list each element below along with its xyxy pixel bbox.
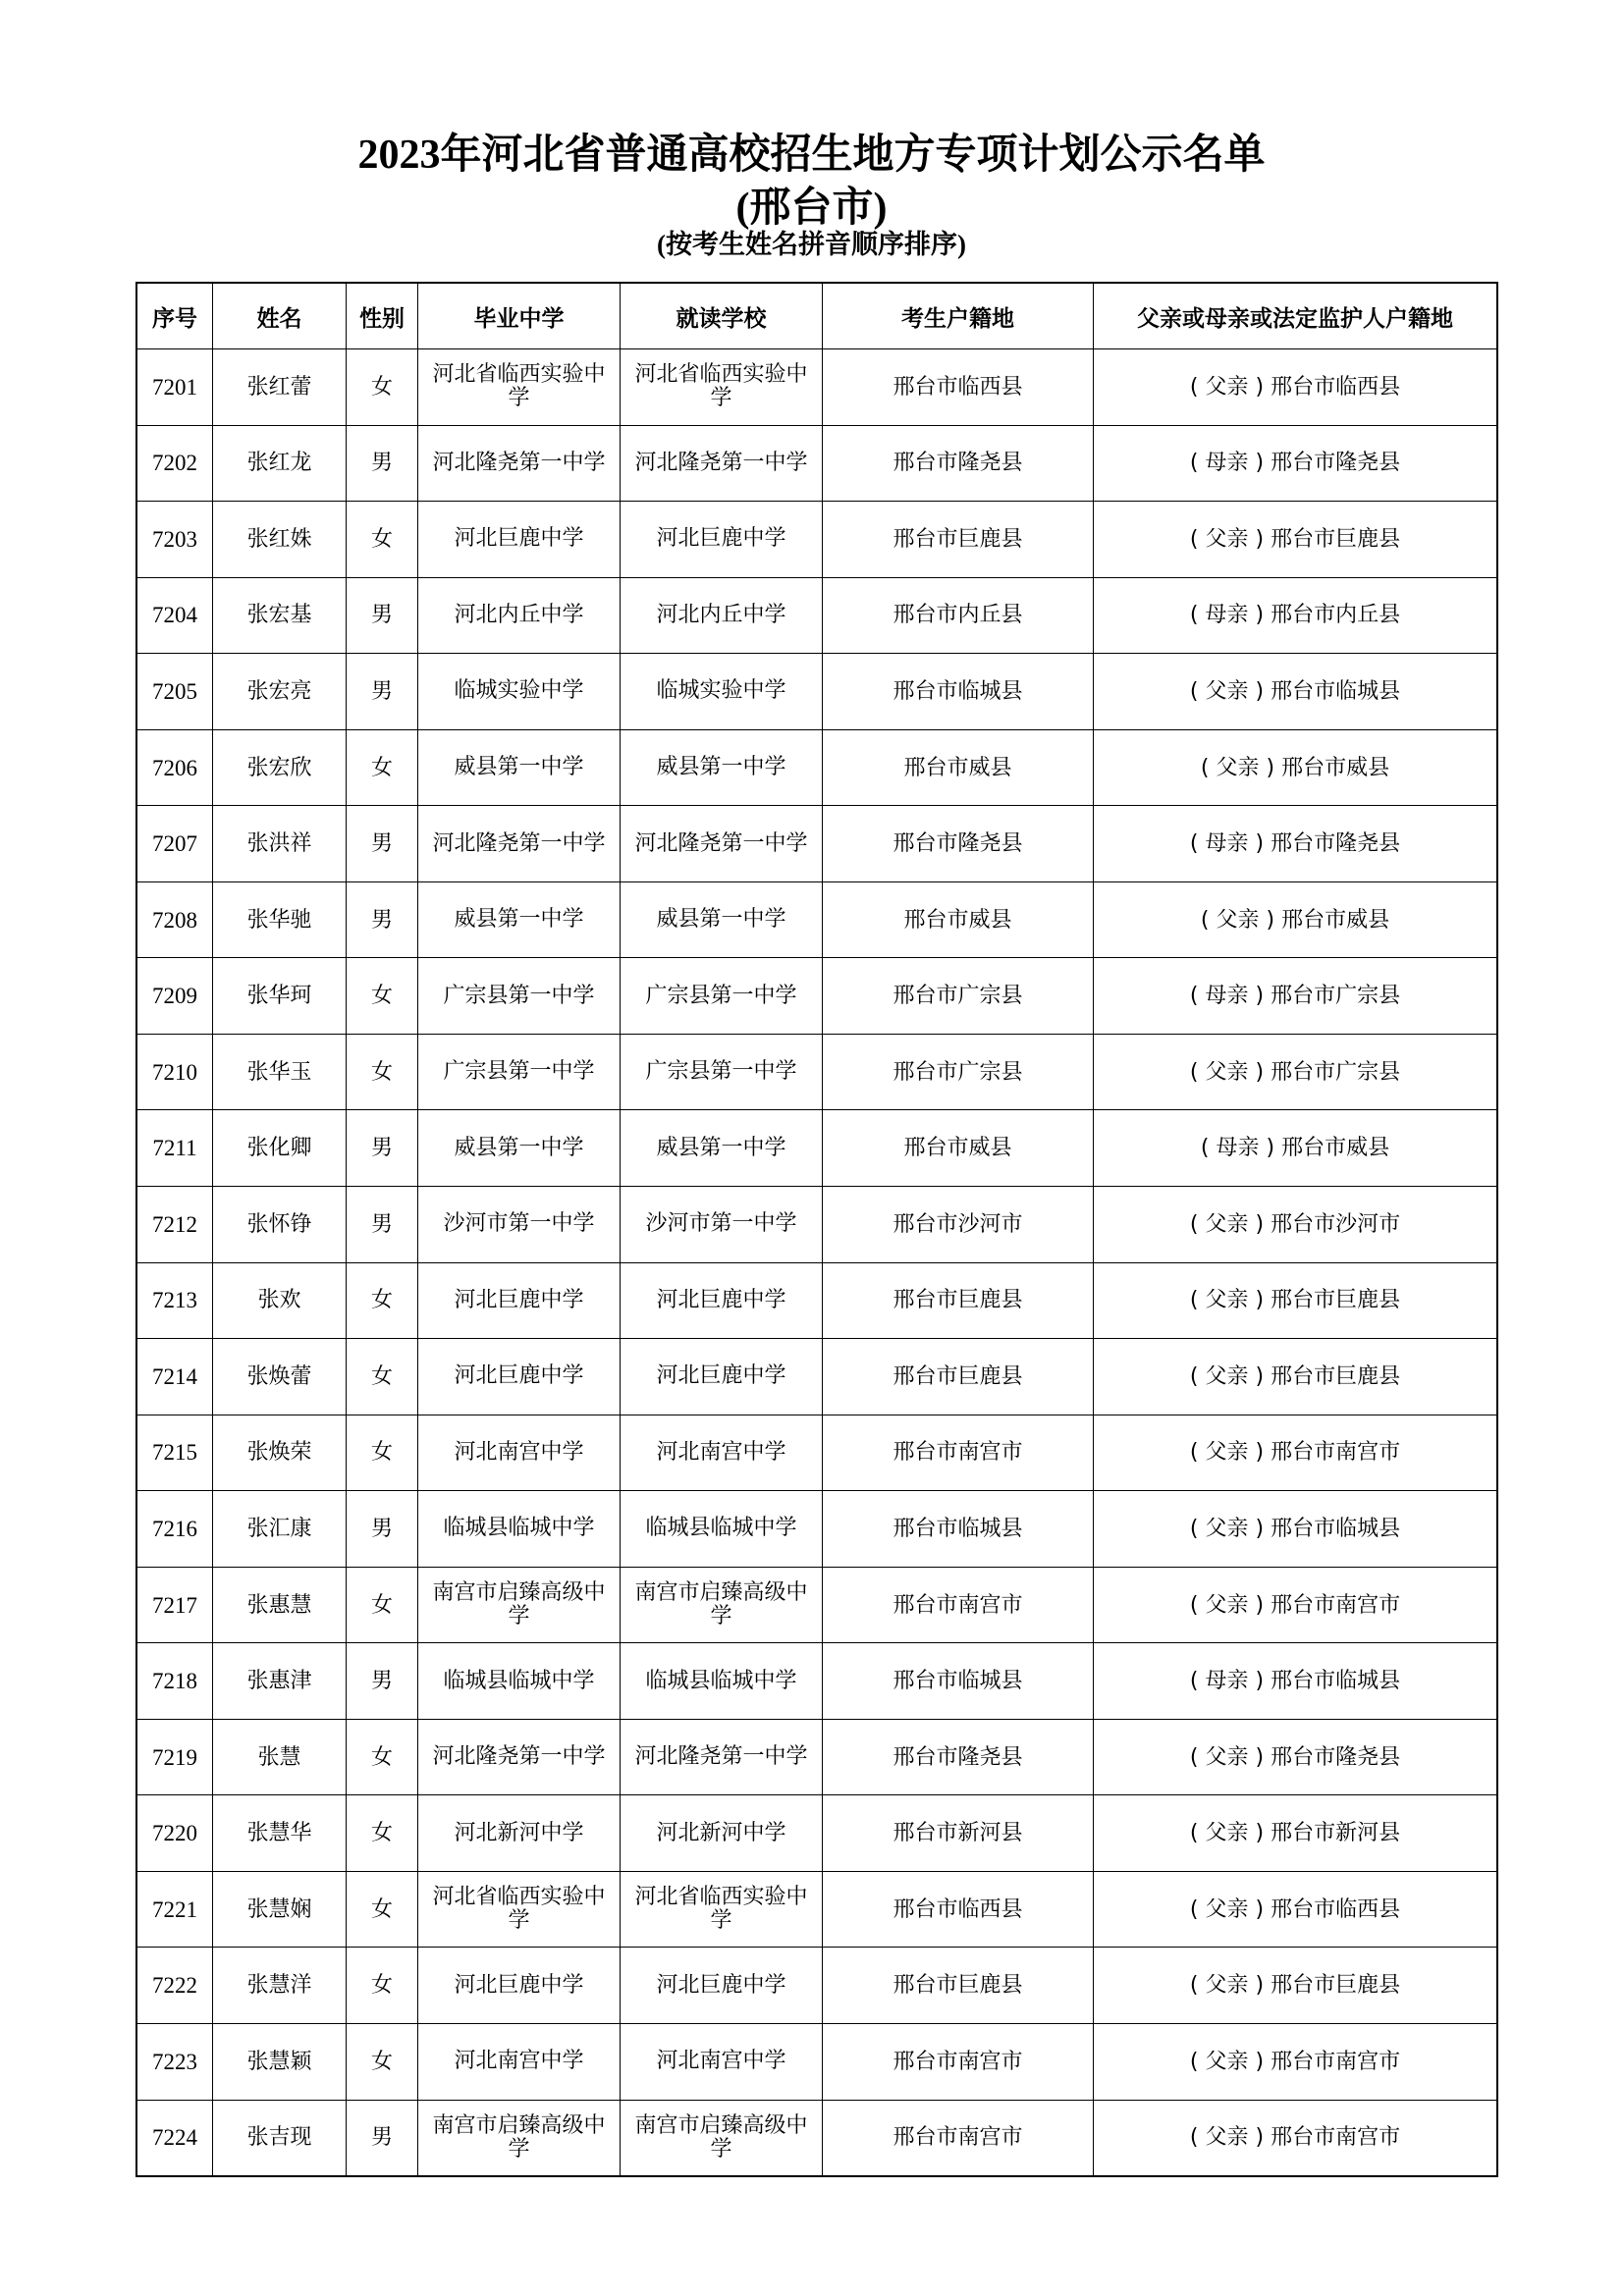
cell-guardian-hukou: ( 父亲 ) 邢台市巨鹿县 [1094,502,1497,578]
cell-hukou: 邢台市威县 [823,729,1094,806]
table-row [137,1491,1497,1568]
table-row [137,577,1497,654]
cell-name: 张洪祥 [213,806,347,882]
cell-gender: 女 [347,1339,418,1415]
cell-grad-school: 河北巨鹿中学 [418,1262,621,1339]
cell-hukou: 邢台市巨鹿县 [823,502,1094,578]
cell-current-school: 沙河市第一中学 [621,1187,823,1263]
cell-name: 张化卿 [213,1110,347,1187]
header-guardian-hukou: 父亲或母亲或法定监护人户籍地 [1094,284,1497,349]
cell-hukou: 邢台市南宫市 [823,1567,1094,1643]
roster-table [136,283,1497,2176]
cell-guardian-hukou: ( 父亲 ) 邢台市威县 [1094,881,1497,958]
cell-guardian-hukou: ( 父亲 ) 邢台市威县 [1094,729,1497,806]
cell-hukou: 邢台市沙河市 [823,1187,1094,1263]
cell-grad-school: 河北巨鹿中学 [418,1948,621,2024]
table-row [137,881,1497,958]
table-row [137,729,1497,806]
cell-guardian-hukou: ( 父亲 ) 邢台市南宫市 [1094,2100,1497,2176]
cell-hukou: 邢台市巨鹿县 [823,1948,1094,2024]
cell-name: 张宏亮 [213,654,347,730]
cell-gender: 女 [347,1415,418,1491]
cell-current-school: 河北巨鹿中学 [621,1339,823,1415]
table-row [137,1567,1497,1643]
table-row [137,654,1497,730]
cell-hukou: 邢台市巨鹿县 [823,1262,1094,1339]
cell-name: 张吉现 [213,2100,347,2176]
header-grad-school: 毕业中学 [418,284,621,349]
cell-current-school: 临城实验中学 [621,654,823,730]
cell-hukou: 邢台市广宗县 [823,958,1094,1035]
cell-seq: 7207 [137,806,213,882]
table-row [137,1262,1497,1339]
cell-grad-school: 威县第一中学 [418,1110,621,1187]
cell-name: 张慧娴 [213,1871,347,1948]
cell-gender: 男 [347,881,418,958]
table-row [137,425,1497,502]
page-title-region: (邢台市) [735,186,888,231]
cell-gender: 女 [347,2024,418,2101]
table-row [137,2100,1497,2176]
cell-seq: 7220 [137,1795,213,1872]
cell-grad-school: 南宫市启臻高级中学 [418,1567,621,1643]
cell-seq: 7223 [137,2024,213,2101]
cell-current-school: 河北新河中学 [621,1795,823,1872]
cell-hukou: 邢台市新河县 [823,1795,1094,1872]
cell-gender: 女 [347,1262,418,1339]
cell-current-school: 河北巨鹿中学 [621,502,823,578]
cell-current-school: 河北巨鹿中学 [621,1262,823,1339]
cell-name: 张红蕾 [213,349,347,426]
cell-grad-school: 临城县临城中学 [418,1643,621,1720]
cell-current-school: 河北隆尧第一中学 [621,1719,823,1795]
cell-guardian-hukou: ( 母亲 ) 邢台市隆尧县 [1094,806,1497,882]
cell-seq: 7211 [137,1110,213,1187]
cell-gender: 女 [347,958,418,1035]
page-title: 2023年河北省普通高校招生地方专项计划公示名单 [357,133,1266,178]
cell-guardian-hukou: ( 父亲 ) 邢台市临西县 [1094,1871,1497,1948]
cell-hukou: 邢台市临西县 [823,349,1094,426]
page-subtitle: (按考生姓名拼音顺序排序) [657,230,966,259]
table-row [137,1034,1497,1110]
cell-seq: 7205 [137,654,213,730]
cell-grad-school: 河北省临西实验中学 [418,1871,621,1948]
table-row [137,1795,1497,1872]
cell-current-school: 威县第一中学 [621,729,823,806]
cell-grad-school: 广宗县第一中学 [418,1034,621,1110]
cell-name: 张怀铮 [213,1187,347,1263]
cell-current-school: 广宗县第一中学 [621,958,823,1035]
cell-hukou: 邢台市隆尧县 [823,1719,1094,1795]
table-row [137,1643,1497,1720]
cell-gender: 女 [347,1719,418,1795]
table-row [137,1110,1497,1187]
cell-grad-school: 临城实验中学 [418,654,621,730]
cell-hukou: 邢台市内丘县 [823,577,1094,654]
cell-guardian-hukou: ( 母亲 ) 邢台市临城县 [1094,1643,1497,1720]
cell-seq: 7210 [137,1034,213,1110]
cell-grad-school: 河北巨鹿中学 [418,1339,621,1415]
cell-gender: 女 [347,1795,418,1872]
cell-gender: 女 [347,729,418,806]
cell-seq: 7208 [137,881,213,958]
table-row [137,1871,1497,1948]
cell-current-school: 河北省临西实验中学 [621,349,823,426]
cell-name: 张宏基 [213,577,347,654]
cell-seq: 7214 [137,1339,213,1415]
cell-hukou: 邢台市临西县 [823,1871,1094,1948]
cell-seq: 7219 [137,1719,213,1795]
table-row [137,1948,1497,2024]
cell-hukou: 邢台市南宫市 [823,2100,1094,2176]
cell-gender: 女 [347,349,418,426]
cell-name: 张焕荣 [213,1415,347,1491]
cell-hukou: 邢台市威县 [823,881,1094,958]
cell-hukou: 邢台市南宫市 [823,2024,1094,2101]
cell-grad-school: 临城县临城中学 [418,1491,621,1568]
cell-guardian-hukou: ( 母亲 ) 邢台市广宗县 [1094,958,1497,1035]
cell-grad-school: 河北隆尧第一中学 [418,425,621,502]
cell-hukou: 邢台市隆尧县 [823,425,1094,502]
table-row [137,1187,1497,1263]
cell-seq: 7204 [137,577,213,654]
cell-guardian-hukou: ( 父亲 ) 邢台市巨鹿县 [1094,1948,1497,2024]
cell-name: 张惠津 [213,1643,347,1720]
cell-guardian-hukou: ( 母亲 ) 邢台市威县 [1094,1110,1497,1187]
header-seq: 序号 [137,284,213,349]
cell-current-school: 威县第一中学 [621,881,823,958]
cell-name: 张汇康 [213,1491,347,1568]
cell-current-school: 威县第一中学 [621,1110,823,1187]
cell-gender: 男 [347,2100,418,2176]
cell-gender: 男 [347,654,418,730]
header-hukou: 考生户籍地 [823,284,1094,349]
cell-name: 张慧 [213,1719,347,1795]
cell-seq: 7212 [137,1187,213,1263]
cell-name: 张华珂 [213,958,347,1035]
table-header-row [137,284,1497,349]
cell-gender: 女 [347,502,418,578]
cell-guardian-hukou: ( 父亲 ) 邢台市南宫市 [1094,1415,1497,1491]
cell-guardian-hukou: ( 父亲 ) 邢台市沙河市 [1094,1187,1497,1263]
cell-guardian-hukou: ( 母亲 ) 邢台市内丘县 [1094,577,1497,654]
cell-gender: 男 [347,1643,418,1720]
cell-name: 张欢 [213,1262,347,1339]
cell-seq: 7213 [137,1262,213,1339]
cell-name: 张红龙 [213,425,347,502]
cell-seq: 7221 [137,1871,213,1948]
table-row [137,1339,1497,1415]
table-row [137,1719,1497,1795]
cell-gender: 男 [347,1110,418,1187]
cell-guardian-hukou: ( 父亲 ) 邢台市南宫市 [1094,1567,1497,1643]
table-row [137,349,1497,426]
cell-seq: 7224 [137,2100,213,2176]
cell-hukou: 邢台市临城县 [823,1491,1094,1568]
cell-current-school: 河北南宫中学 [621,2024,823,2101]
cell-name: 张慧华 [213,1795,347,1872]
cell-grad-school: 河北南宫中学 [418,1415,621,1491]
cell-name: 张宏欣 [213,729,347,806]
cell-current-school: 广宗县第一中学 [621,1034,823,1110]
cell-guardian-hukou: ( 父亲 ) 邢台市新河县 [1094,1795,1497,1872]
cell-guardian-hukou: ( 父亲 ) 邢台市广宗县 [1094,1034,1497,1110]
cell-grad-school: 河北省临西实验中学 [418,349,621,426]
cell-seq: 7209 [137,958,213,1035]
cell-grad-school: 威县第一中学 [418,881,621,958]
cell-grad-school: 南宫市启臻高级中学 [418,2100,621,2176]
cell-gender: 男 [347,425,418,502]
cell-guardian-hukou: ( 父亲 ) 邢台市南宫市 [1094,2024,1497,2101]
table-row [137,502,1497,578]
cell-name: 张焕蕾 [213,1339,347,1415]
header-name: 姓名 [213,284,347,349]
cell-gender: 女 [347,1871,418,1948]
cell-seq: 7203 [137,502,213,578]
cell-gender: 女 [347,1567,418,1643]
cell-current-school: 临城县临城中学 [621,1491,823,1568]
cell-current-school: 河北隆尧第一中学 [621,425,823,502]
cell-grad-school: 河北隆尧第一中学 [418,1719,621,1795]
cell-name: 张慧颖 [213,2024,347,2101]
cell-grad-school: 河北巨鹿中学 [418,502,621,578]
cell-guardian-hukou: ( 父亲 ) 邢台市临西县 [1094,349,1497,426]
cell-gender: 男 [347,1491,418,1568]
cell-guardian-hukou: ( 父亲 ) 邢台市巨鹿县 [1094,1262,1497,1339]
table-row [137,806,1497,882]
cell-seq: 7202 [137,425,213,502]
cell-seq: 7217 [137,1567,213,1643]
cell-grad-school: 河北新河中学 [418,1795,621,1872]
cell-seq: 7218 [137,1643,213,1720]
cell-grad-school: 沙河市第一中学 [418,1187,621,1263]
cell-grad-school: 河北南宫中学 [418,2024,621,2101]
cell-name: 张华玉 [213,1034,347,1110]
cell-seq: 7222 [137,1948,213,2024]
cell-current-school: 南宫市启臻高级中学 [621,1567,823,1643]
cell-current-school: 河北巨鹿中学 [621,1948,823,2024]
cell-current-school: 临城县临城中学 [621,1643,823,1720]
cell-name: 张华驰 [213,881,347,958]
cell-guardian-hukou: ( 父亲 ) 邢台市临城县 [1094,1491,1497,1568]
header-gender: 性别 [347,284,418,349]
cell-current-school: 河北省临西实验中学 [621,1871,823,1948]
cell-seq: 7216 [137,1491,213,1568]
cell-gender: 女 [347,1034,418,1110]
cell-seq: 7215 [137,1415,213,1491]
cell-hukou: 邢台市广宗县 [823,1034,1094,1110]
cell-name: 张红姝 [213,502,347,578]
cell-grad-school: 河北内丘中学 [418,577,621,654]
cell-hukou: 邢台市南宫市 [823,1415,1094,1491]
table-row [137,2024,1497,2101]
cell-guardian-hukou: ( 父亲 ) 邢台市隆尧县 [1094,1719,1497,1795]
cell-hukou: 邢台市临城县 [823,654,1094,730]
cell-seq: 7206 [137,729,213,806]
cell-guardian-hukou: ( 父亲 ) 邢台市巨鹿县 [1094,1339,1497,1415]
cell-gender: 男 [347,577,418,654]
cell-name: 张慧洋 [213,1948,347,2024]
header-current-school: 就读学校 [621,284,823,349]
cell-current-school: 河北南宫中学 [621,1415,823,1491]
cell-guardian-hukou: ( 父亲 ) 邢台市临城县 [1094,654,1497,730]
cell-grad-school: 威县第一中学 [418,729,621,806]
cell-current-school: 河北隆尧第一中学 [621,806,823,882]
table-row [137,958,1497,1035]
cell-gender: 男 [347,1187,418,1263]
cell-grad-school: 河北隆尧第一中学 [418,806,621,882]
cell-name: 张惠慧 [213,1567,347,1643]
cell-grad-school: 广宗县第一中学 [418,958,621,1035]
cell-hukou: 邢台市巨鹿县 [823,1339,1094,1415]
cell-hukou: 邢台市临城县 [823,1643,1094,1720]
cell-current-school: 河北内丘中学 [621,577,823,654]
cell-seq: 7201 [137,349,213,426]
cell-gender: 男 [347,806,418,882]
cell-current-school: 南宫市启臻高级中学 [621,2100,823,2176]
cell-guardian-hukou: ( 母亲 ) 邢台市隆尧县 [1094,425,1497,502]
cell-gender: 女 [347,1948,418,2024]
cell-hukou: 邢台市威县 [823,1110,1094,1187]
table-row [137,1415,1497,1491]
cell-hukou: 邢台市隆尧县 [823,806,1094,882]
